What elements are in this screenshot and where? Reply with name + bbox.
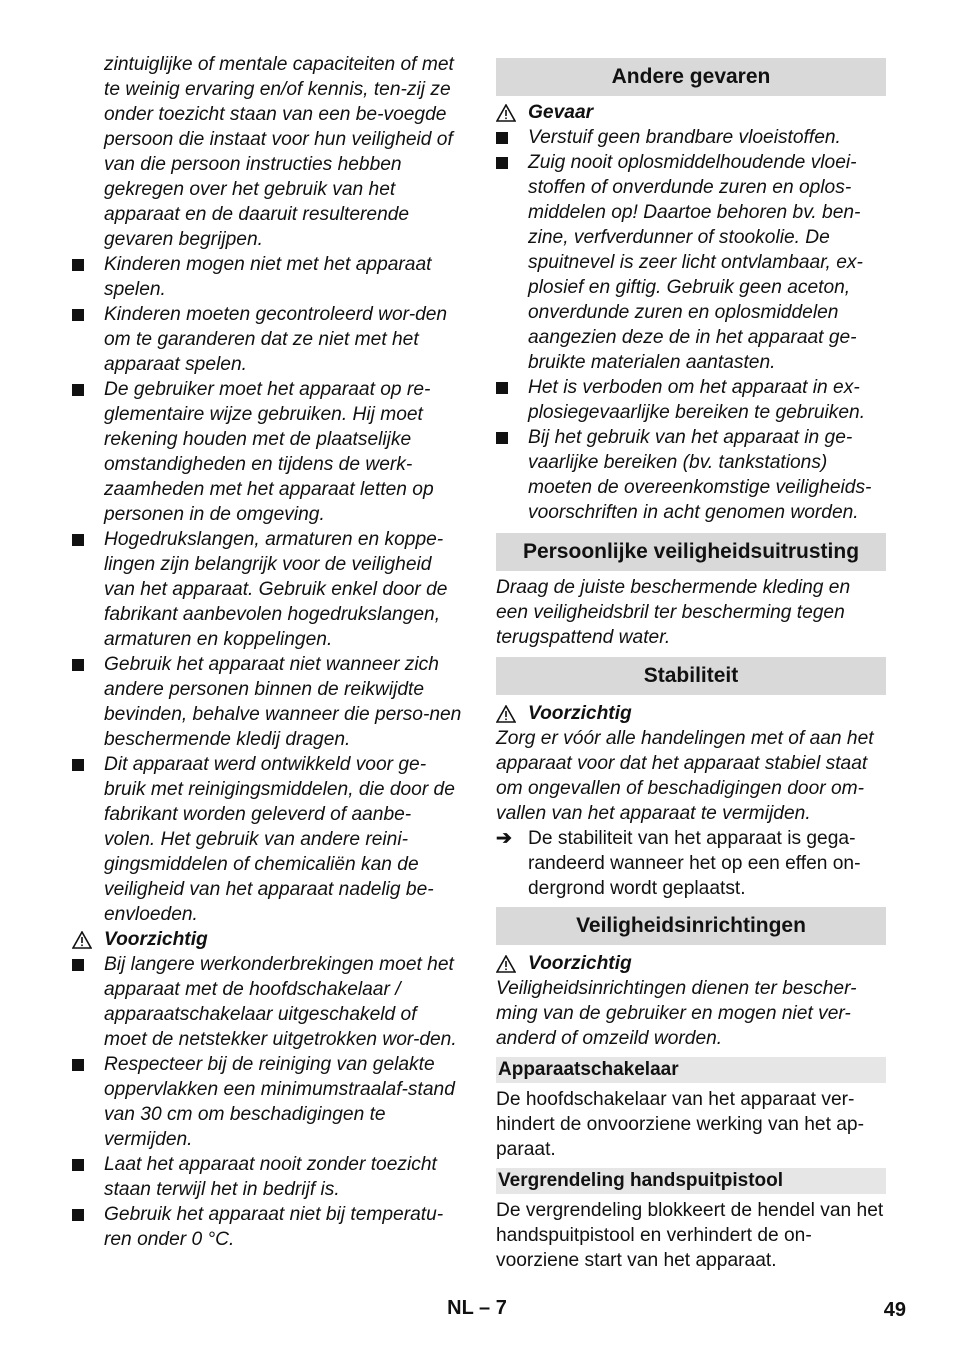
list-item: Zuig nooit oplosmiddelhoudende vloei-stoffen of onverdunde zuren en oplos-middelen op! Daartoe behoren bv. ben-zine, verfverdunner of stookolie. De spuitnevel is zeer licht ontvlambaar, ex-plosief en giftig. Gebruik geen aceton, onverdunde zuren en oplosmiddelen aangezien deze de in het apparaat ge-bruikte materialen aantasten. [496, 150, 886, 375]
left-column [72, 52, 462, 1252]
square-bullet-icon [72, 959, 84, 971]
list-item: Respecteer bij de reiniging van gelakte oppervlakken een minimumstraalaf-stand van 30 cm om beschadigingen te vermijden. [72, 1052, 462, 1152]
list-item: Gebruik het apparaat niet bij temperatu-ren onder 0 °C. [72, 1202, 462, 1252]
caution-heading: Voorzichtig [72, 927, 462, 952]
caution-heading: Voorzichtig [496, 951, 886, 976]
square-bullet-icon [72, 259, 84, 271]
list-item: Hogedrukslangen, armaturen en koppe-lingen zijn belangrijk voor de veiligheid van het apparaat. Gebruik enkel door de fabrikant aanbevolen hogedrukslangen, armaturen en koppelingen. [72, 527, 462, 652]
section-heading-veiligheidsinrichtingen: Veiligheidsinrichtingen [496, 907, 886, 945]
square-bullet-icon [72, 309, 84, 321]
warning-triangle-icon [496, 705, 516, 723]
section-heading-stabiliteit: Stabiliteit [496, 657, 886, 695]
square-bullet-icon [72, 384, 84, 396]
list-item: Het is verboden om het apparaat in ex-plosiegevaarlijke bereiken te gebruiken. [496, 375, 886, 425]
stability-paragraph: Zorg er vóór alle handelingen met of aan het apparaat voor dat het apparaat stabiel staat om ongevallen of beschadigingen door om-vallen van het apparaat te vermijden. [496, 728, 874, 824]
square-bullet-icon [72, 759, 84, 771]
list-item: Verstuif geen brandbare vloeistoffen. [496, 125, 886, 150]
square-bullet-icon [496, 132, 508, 144]
arrow-right-icon: ➔ [496, 828, 513, 849]
square-bullet-icon [72, 1159, 84, 1171]
danger-heading: Gevaar [496, 100, 886, 125]
ppe-paragraph: Draag de juiste beschermende kleding en een veiligheidsbril ter bescherming tegen terugspattend water. [496, 577, 851, 648]
square-bullet-icon [72, 534, 84, 546]
main-switch-paragraph: De hoofdschakelaar van het apparaat ver-hindert de onvoorziene werking van het ap-paraat. [496, 1089, 864, 1160]
section-heading-persoonlijke-veiligheidsuitrusting: Persoonlijke veiligheidsuitrusting [496, 533, 886, 571]
square-bullet-icon [496, 157, 508, 169]
subheading-apparaatschakelaar: Apparaatschakelaar [496, 1057, 886, 1083]
list-item: Kinderen mogen niet met het apparaat spelen. [72, 252, 462, 302]
right-column [496, 58, 886, 1273]
warning-triangle-icon [496, 104, 516, 122]
list-item: Dit apparaat werd ontwikkeld voor ge-bruik met reinigingsmiddelen, die door de fabrikant worden geleverd of aanbe-volen. Het gebruik van andere reini-gingsmiddelen of chemicaliën kan de veiligheid van het apparaat nadelig be-envloeden. [72, 752, 462, 927]
safety-devices-paragraph: Veiligheidsinrichtingen dienen ter bescher-ming van de gebruiker en mogen niet ver-anderd of omzeild worden. [496, 978, 857, 1049]
square-bullet-icon [496, 382, 508, 394]
intro-paragraph: zintuiglijke of mentale capaciteiten of met te weinig ervaring en/of kennis, ten-zij ze onder toezicht staan van een be-voegde persoon die instaat voor hun veiligheid of van die persoon instructies hebben gekregen over het gebruik van het apparaat en de daaruit resulterende gevaren begrijpen. [104, 54, 454, 250]
warning-triangle-icon [496, 955, 516, 973]
list-item: Laat het apparaat nooit zonder toezicht staan terwijl het in bedrijf is. [72, 1152, 462, 1202]
list-item: Bij het gebruik van het apparaat in ge-vaarlijke bereiken (bv. tankstations) moeten de overeenkomstige veiligheids-voorschriften in acht genomen worden. [496, 425, 886, 525]
list-item: De gebruiker moet het apparaat op re-glementaire wijze gebruiken. Hij moet rekening houden met de plaatselijke omstandigheden en tijdens de werk-zaamheden met het apparaat letten op personen in de omgeving. [72, 377, 462, 527]
page-number: 49 [883, 1299, 906, 1321]
square-bullet-icon [72, 659, 84, 671]
section-heading-andere-gevaren: Andere gevaren [496, 58, 886, 96]
lock-paragraph: De vergrendeling blokkeert de hendel van het handspuitpistool en verhindert de on-voorziene start van het apparaat. [496, 1200, 884, 1271]
square-bullet-icon [72, 1209, 84, 1221]
result-item: ➔ De stabiliteit van het apparaat is gega-randeerd wanneer het op een effen on-dergrond wordt geplaatst. [496, 828, 861, 899]
caution-heading: Voorzichtig [496, 701, 886, 726]
subheading-vergrendeling: Vergrendeling handspuitpistool [496, 1168, 886, 1194]
warning-triangle-icon [72, 931, 92, 949]
square-bullet-icon [72, 1059, 84, 1071]
list-item: Kinderen moeten gecontroleerd wor-den om te garanderen dat ze niet met het apparaat spelen. [72, 302, 462, 377]
square-bullet-icon [496, 432, 508, 444]
list-item: Gebruik het apparaat niet wanneer zich andere personen binnen de reikwijdte bevinden, behalve wanneer die perso-nen beschermende kledij dragen. [72, 652, 462, 752]
page-label: NL – 7 [447, 1297, 507, 1319]
list-item: Bij langere werkonderbrekingen moet het apparaat met de hoofdschakelaar / apparaatschakelaar uitgeschakeld of moet de netstekker uitgetrokken wor-den. [72, 952, 462, 1052]
